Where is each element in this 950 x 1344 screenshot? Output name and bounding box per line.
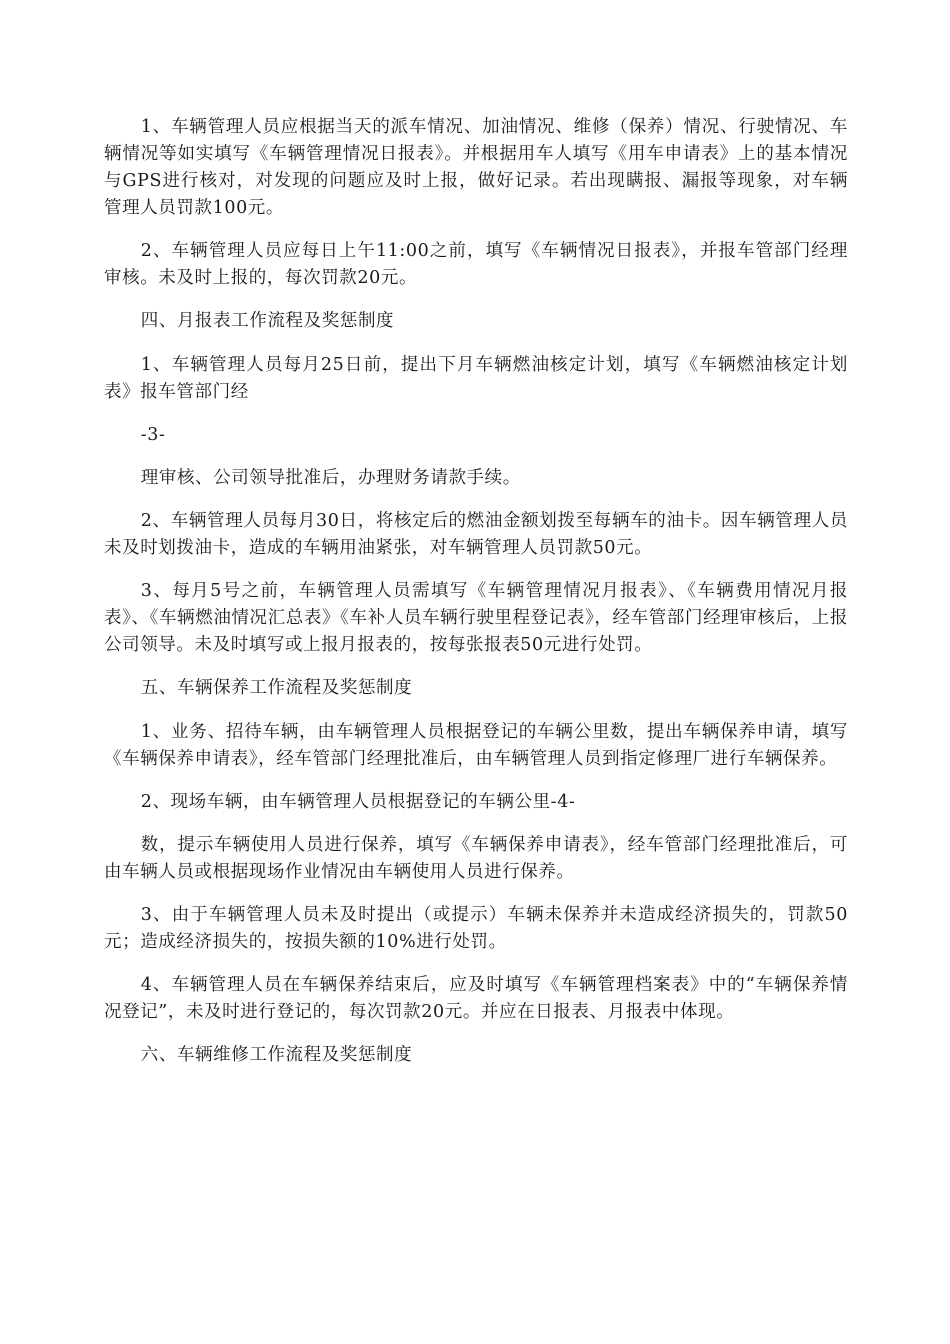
document-page [104,114,848,1086]
section-heading-monthly-report: 四、月报表工作流程及奖惩制度 [140,311,395,331]
section-heading-repair: 六、车辆维修工作流程及奖惩制度 [140,1045,413,1065]
paragraph-monthly-report-1-cont: 理审核、公司领导批准后，办理财务请款手续。 [140,468,521,488]
paragraph-maintenance-2: 2、现场车辆，由车辆管理人员根据登记的车辆公里-4- [140,792,576,812]
paragraph-monthly-report-1: 1、车辆管理人员每月25日前，提出下月车辆燃油核定计划，填写《车辆燃油核定计划表》报车管部门经 [104,355,848,402]
paragraph-maintenance-3: 3、由于车辆管理人员未及时提出（或提示）车辆未保养并未造成经济损失的，罚款50元；造成经济损失的，按损失额的10%进行处罚。 [104,905,848,952]
paragraph-maintenance-4: 4、车辆管理人员在车辆保养结束后，应及时填写《车辆管理档案表》中的“车辆保养情况登记”，未及时进行登记的，每次罚款20元。并应在日报表、月报表中体现。 [104,975,848,1022]
paragraph-daily-report-1: 1、车辆管理人员应根据当天的派车情况、加油情况、维修（保养）情况、行驶情况、车辆情况等如实填写《车辆管理情况日报表》。并根据用车人填写《用车申请表》上的基本情况与GPS进行核对，对发现的问题应及时上报，做好记录。若出现瞒报、漏报等现象，对车辆管理人员罚款100元。 [104,117,848,218]
paragraph-maintenance-2-cont: 数，提示车辆使用人员进行保养，填写《车辆保养申请表》，经车管部门经理批准后，可由车辆人员或根据现场作业情况由车辆使用人员进行保养。 [104,835,848,882]
paragraph-maintenance-1: 1、业务、招待车辆，由车辆管理人员根据登记的车辆公里数，提出车辆保养申请，填写《车辆保养申请表》，经车管部门经理批准后，由车辆管理人员到指定修理厂进行车辆保养。 [104,722,848,769]
section-heading-maintenance: 五、车辆保养工作流程及奖惩制度 [140,678,413,698]
paragraph-monthly-report-3: 3、每月5号之前，车辆管理人员需填写《车辆管理情况月报表》、《车辆费用情况月报表》、《车辆燃油情况汇总表》《车补人员车辆行驶里程登记表》，经车管部门经理审核后，上报公司领导。未及时填写或上报月报表的，按每张报表50元进行处罚。 [104,581,848,655]
paragraph-daily-report-2: 2、车辆管理人员应每日上午11:00之前，填写《车辆情况日报表》，并报车管部门经理审核。未及时上报的，每次罚款20元。 [104,241,848,288]
page-number-3: -3- [140,425,166,445]
paragraph-monthly-report-2: 2、车辆管理人员每月30日，将核定后的燃油金额划拨至每辆车的油卡。因车辆管理人员未及时划拨油卡，造成的车辆用油紧张，对车辆管理人员罚款50元。 [104,511,848,558]
